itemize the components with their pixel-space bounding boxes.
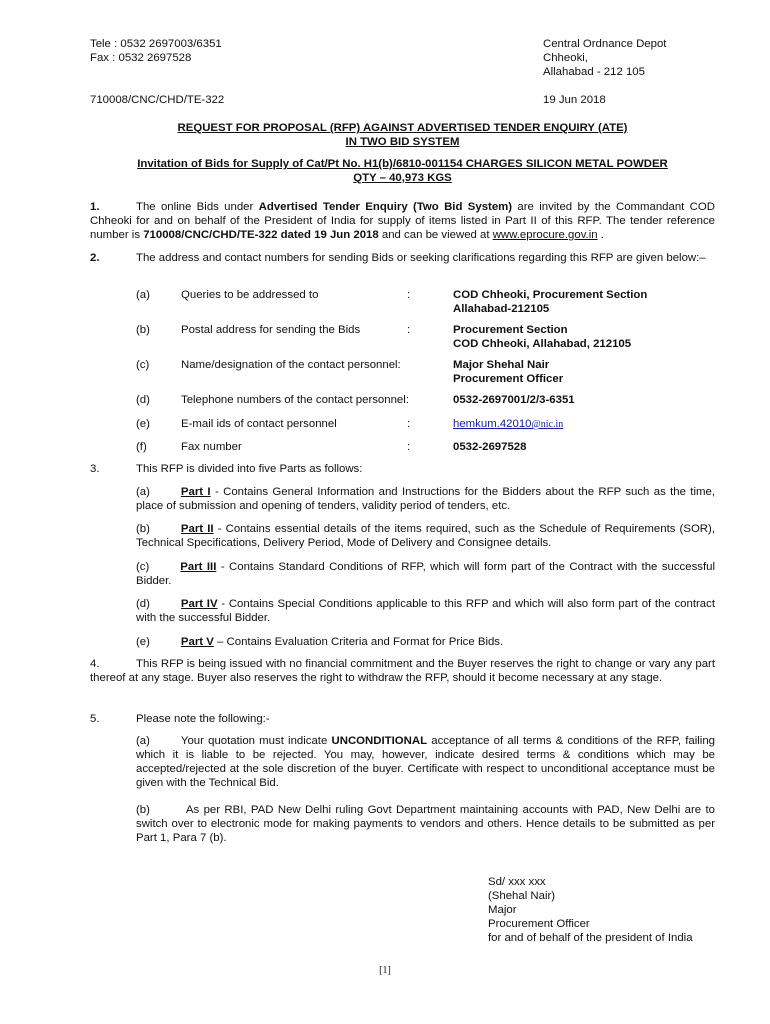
email-link-user[interactable]: hemkum.42010	[453, 418, 532, 430]
part-item-text: – Contains Evaluation Criteria and Format for Price Bids.	[213, 636, 504, 648]
part-item-label: (c)	[136, 561, 150, 573]
part-item-text: - Contains essential details of the items required, such as the Schedule of Requirements (SOR), Technical Specifications, Delivery Period, Mode of Delivery and Consignee details.	[136, 523, 715, 549]
part-item-title: Part IV	[180, 598, 218, 610]
part-item-title: Part III	[180, 561, 217, 573]
para1-text-part3: and can be viewed at	[378, 229, 493, 241]
email-link-domain[interactable]: @nic.in	[531, 419, 564, 430]
contact-row-f-field: Fax number	[181, 441, 242, 453]
part-item-title: Part I	[180, 486, 211, 498]
contact-row-d-label: (d)	[136, 394, 150, 406]
signature-line1: Sd/ xxx xxx	[488, 876, 546, 888]
contact-row-b-value2: COD Chheoki, Allahabad, 212105	[453, 338, 632, 350]
para3-text: This RFP is divided into five Parts as follows:	[136, 463, 363, 475]
para5-text: Please note the following:-	[136, 713, 270, 725]
document-date: 19 Jun 2018	[543, 94, 606, 106]
reference-number: 710008/CNC/CHD/TE-322	[90, 94, 225, 106]
para1-text-part2: are invited by the Commandant COD Chheoki for and on behalf of the President of India for supply of items listed in Part II of this RFP. The tender reference number is	[90, 201, 715, 241]
part-item-title: Part II	[180, 523, 214, 535]
contact-row-c-label: (c)	[136, 359, 150, 371]
title-line4: QTY – 40,973 KGS	[353, 172, 452, 184]
header-tele: Tele : 0532 2697003/6351	[90, 38, 222, 50]
contact-row-f-value1: 0532-2697528	[453, 441, 527, 453]
para5-item-a-label: (a)	[136, 735, 150, 747]
signature-rank: Major	[488, 904, 517, 916]
contact-row-b-colon: :	[407, 324, 411, 336]
signature-behalf: for and of behalf of the president of India	[488, 932, 693, 944]
para2-number: 2.	[90, 252, 100, 264]
para1-number: 1.	[90, 201, 100, 213]
part-item-label: (b)	[136, 523, 150, 535]
contact-row-a-colon: :	[407, 289, 411, 301]
contact-row-a-value2: Allahabad-212105	[453, 303, 550, 315]
para4-text: This RFP is being issued with no financial commitment and the Buyer reserves the right to change or vary any part thereof at any stage. Buyer also reserves the right to withdraw the RFP, should it become necessary at any stage.	[90, 658, 715, 684]
contact-row-c-field: Name/designation of the contact personnel:	[181, 359, 401, 371]
para1-text	[90, 200, 715, 242]
para5-number: 5.	[90, 713, 100, 725]
para4-number: 4.	[90, 658, 100, 670]
part-item	[136, 485, 715, 513]
contact-row-e-colon: :	[407, 418, 411, 430]
part-item-text: - Contains Special Conditions applicable to this RFP and which will also form part of the contract with the successful Bidder.	[136, 598, 715, 624]
contact-row-c-value1: Major Shehal Nair	[453, 359, 550, 371]
contact-row-e-field: E-mail ids of contact personnel	[181, 418, 337, 430]
signature-designation: Procurement Officer	[488, 918, 590, 930]
title-line1: REQUEST FOR PROPOSAL (RFP) AGAINST ADVERTISED TENDER ENQUIRY (ATE)	[177, 122, 628, 134]
part-item	[136, 597, 715, 625]
contact-row-f-label: (f)	[136, 441, 147, 453]
contact-row-a-field: Queries to be addressed to	[181, 289, 319, 301]
header-fax: Fax : 0532 2697528	[90, 52, 192, 64]
header-address-line3: Allahabad - 212 105	[543, 66, 645, 78]
contact-row-a-label: (a)	[136, 289, 150, 301]
para5-item-a-text1: Your quotation must indicate	[180, 735, 332, 747]
para3-number: 3.	[90, 463, 100, 475]
part-item-title: Part V	[180, 636, 214, 648]
contact-row-f-colon: :	[407, 441, 411, 453]
contact-row-b-label: (b)	[136, 324, 150, 336]
para5-item-b	[136, 803, 715, 845]
para5-item-a	[136, 734, 715, 790]
part-item-text: - Contains General Information and Instructions for the Bidders about the RFP such as the time, place of submission and opening of tenders, validity period of tenders, etc.	[136, 486, 715, 512]
part-item-text: - Contains Standard Conditions of RFP, which will form part of the Contract with the successful Bidder.	[136, 561, 715, 587]
para5-item-b-text: As per RBI, PAD New Delhi ruling Govt Department maintaining accounts with PAD, New Delhi are to switch over to electronic mode for making payments to vendors and others. Hence details to be submitted as per Part 1, Para 7 (b).	[136, 804, 715, 844]
para1-bold-part2: 710008/CNC/CHD/TE-322 dated 19 Jun 2018	[143, 229, 379, 241]
part-item	[136, 635, 715, 649]
contact-row-b-field: Postal address for sending the Bids	[181, 324, 361, 336]
title-line3: Invitation of Bids for Supply of Cat/Pt No. H1(b)/6810-001154 CHARGES SILICON METAL POWDER	[137, 158, 668, 170]
para2-text: The address and contact numbers for sending Bids or seeking clarifications regarding this RFP are given below:–	[136, 252, 706, 264]
header-address-line2: Chheoki,	[543, 52, 588, 64]
para1-text-part1: The online Bids under	[136, 201, 259, 213]
part-item	[136, 560, 715, 588]
title-line2: IN TWO BID SYSTEM	[345, 136, 460, 148]
para5-item-a-text2: acceptance of all terms & conditions of the RFP, failing which it is liable to be rejected. You may, however, indicate desired terms & conditions which may be accepted/rejected at the sole discretion of the buyer. Certificate with respect to unconditional acceptance must be given with the Technical Bid.	[136, 735, 715, 789]
page-number: [1]	[379, 965, 391, 976]
contact-row-b-value1: Procurement Section	[453, 324, 568, 336]
contact-row-c-value2: Procurement Officer	[453, 373, 564, 385]
part-item	[136, 522, 715, 550]
contact-row-d-field: Telephone numbers of the contact personnel:	[181, 394, 409, 406]
contact-row-d-value1: 0532-2697001/2/3-6351	[453, 394, 575, 406]
email-link[interactable]	[453, 417, 563, 432]
header-address-line1: Central Ordnance Depot	[543, 38, 667, 50]
signature-name: (Shehal Nair)	[488, 890, 556, 902]
eprocure-link[interactable]: www.eprocure.gov.in	[492, 229, 598, 241]
part-item-label: (e)	[136, 636, 150, 648]
part-item-label: (a)	[136, 486, 150, 498]
para1-bold-part1: Advertised Tender Enquiry (Two Bid System)	[258, 201, 513, 213]
para1-text-part4: .	[597, 229, 604, 241]
part-item-label: (d)	[136, 598, 150, 610]
para5-item-a-bold: UNCONDITIONAL	[331, 735, 428, 747]
contact-row-a-value1: COD Chheoki, Procurement Section	[453, 289, 648, 301]
para5-item-b-label: (b)	[136, 804, 150, 816]
contact-row-e-label: (e)	[136, 418, 150, 430]
